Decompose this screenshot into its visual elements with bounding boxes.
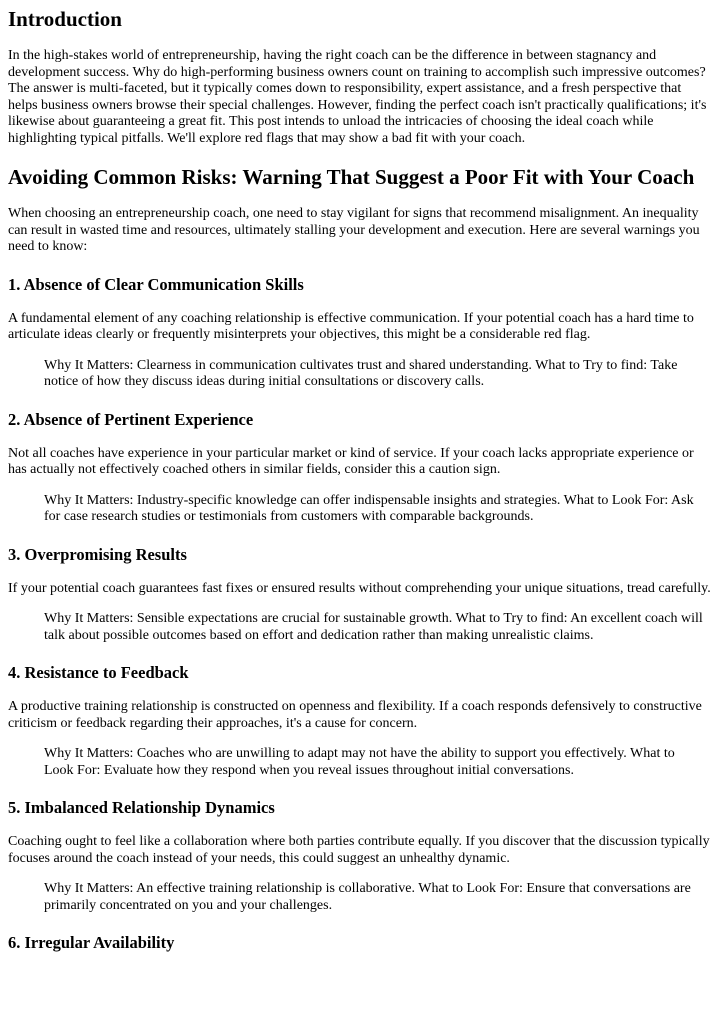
intro-paragraph: In the high-stakes world of entrepreneurship, having the right coach can be the difference in between stagnancy and development success. Why do high-performing business owners count on training to accomplish such impressive outcomes? The answer is multi-faceted, but it typically comes down to responsibility, expert assistance, and a fresh perspective that helps business owners browse their special challenges. However, finding the perfect coach isn't practically qualifications; it's likewise about guaranteeing a great fit. This post intends to unload the intricacies of choosing the ideal coach while highlighting typical pitfalls. We'll explore red flags that may show a bad fit with your coach. xyxy=(8,48,707,146)
risks-heading: Avoiding Common Risks: Warning That Suggest a Poor Fit with Your Coach xyxy=(8,165,695,189)
section-5-heading: 5. Imbalanced Relationship Dynamics xyxy=(8,798,275,817)
section-5-quote: Why It Matters: An effective training relationship is collaborative. What to Look For: Ensure that conversations are primarily concentrated on you and your challenges. xyxy=(44,881,691,913)
section-4-heading: 4. Resistance to Feedback xyxy=(8,663,189,682)
section-4-quote: Why It Matters: Coaches who are unwilling to adapt may not have the ability to support you effectively. What to Look For: Evaluate how they respond when you reveal issues throughout initial conversations. xyxy=(44,746,675,778)
section-4-paragraph: A productive training relationship is constructed on openness and flexibility. If a coach responds defensively to constructive criticism or feedback regarding their approaches, it's a cause for concern. xyxy=(8,699,702,731)
risks-paragraph: When choosing an entrepreneurship coach, one need to stay vigilant for signs that recommend misalignment. An inequality can result in wasted time and resources, ultimately stalling your development and execution. Here are several warnings you need to know: xyxy=(8,206,700,254)
article xyxy=(0,7,720,953)
section-1-quote: Why It Matters: Clearness in communication cultivates trust and shared understanding. What to Try to find: Take notice of how they discuss ideas during initial consultations or discovery calls. xyxy=(44,357,678,389)
section-5-paragraph: Coaching ought to feel like a collaboration where both parties contribute equally. If you discover that the discussion typically focuses around the coach instead of your needs, this could suggest an unhealthy dynamic. xyxy=(8,834,710,866)
intro-heading: Introduction xyxy=(8,7,122,31)
section-2-quote: Why It Matters: Industry-specific knowledge can offer indispensable insights and strategies. What to Look For: Ask for case research studies or testimonials from customers with comparable backgrounds. xyxy=(44,492,694,524)
section-1-heading: 1. Absence of Clear Communication Skills xyxy=(8,274,304,294)
section-3-heading: 3. Overpromising Results xyxy=(8,544,187,564)
section-6-heading: 6. Irregular Availability xyxy=(8,933,175,952)
section-3-paragraph: If your potential coach guarantees fast fixes or ensured results without comprehending your unique situations, tread carefully. xyxy=(8,580,711,596)
section-3-quote: Why It Matters: Sensible expectations are crucial for sustainable growth. What to Try to find: An excellent coach will talk about possible outcomes based on effort and dedication rather than making unrealistic claims. xyxy=(44,611,703,643)
section-1-paragraph: A fundamental element of any coaching relationship is effective communication. If your potential coach has a hard time to articulate ideas clearly or frequently misinterprets your objectives, this might be a considerable red flag. xyxy=(8,310,694,342)
section-2-heading: 2. Absence of Pertinent Experience xyxy=(8,409,254,429)
section-2-paragraph: Not all coaches have experience in your particular market or kind of service. If your coach lacks appropriate experience or has actually not effectively coached others in similar fields, consider this a caution sign. xyxy=(8,445,694,477)
